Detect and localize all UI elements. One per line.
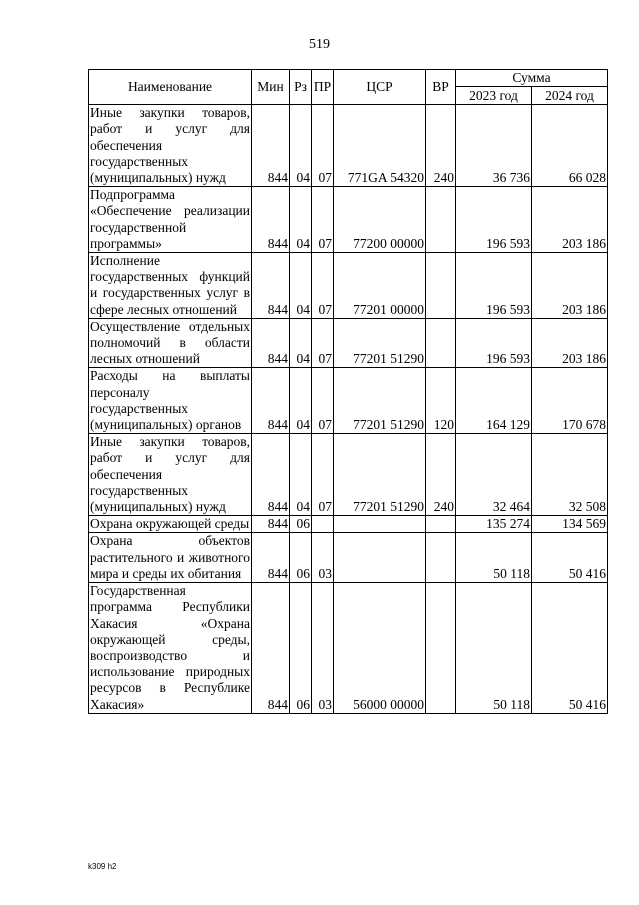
row-name: Иные закупки товаров, работ и услуг для обеспечения государственных (муниципальных) нужд bbox=[90, 105, 250, 186]
header-2023: 2023 год bbox=[456, 87, 532, 105]
row-rz: 04 bbox=[290, 434, 312, 516]
row-csr: 56000 00000 bbox=[334, 583, 426, 714]
table-header bbox=[89, 70, 608, 105]
row-min: 844 bbox=[252, 318, 290, 368]
row-csr bbox=[334, 533, 426, 583]
row-min: 844 bbox=[252, 533, 290, 583]
row-sum-2023: 32 464 bbox=[456, 434, 532, 516]
row-name: Охрана окружающей среды bbox=[89, 516, 252, 533]
row-rz: 04 bbox=[290, 187, 312, 253]
row-sum-2023: 196 593 bbox=[456, 187, 532, 253]
header-vr: ВР bbox=[426, 70, 456, 105]
footer-code: k309 h2 bbox=[88, 862, 117, 871]
row-min: 844 bbox=[252, 434, 290, 516]
row-pr: 03 bbox=[312, 583, 334, 714]
row-csr: 77201 51290 bbox=[334, 368, 426, 434]
header-csr: ЦСР bbox=[334, 70, 426, 105]
row-vr bbox=[426, 318, 456, 368]
table-row bbox=[89, 368, 608, 434]
row-pr: 03 bbox=[312, 533, 334, 583]
header-rz: Рз bbox=[290, 70, 312, 105]
header-min: Мин bbox=[252, 70, 290, 105]
row-rz: 04 bbox=[290, 253, 312, 319]
row-sum-2023: 135 274 bbox=[456, 516, 532, 533]
row-sum-2023: 50 118 bbox=[456, 533, 532, 583]
row-name: Исполнение государственных функций и государственных услуг в сфере лесных отношений bbox=[90, 253, 250, 317]
row-sum-2024: 66 028 bbox=[532, 105, 608, 187]
row-csr: 77201 51290 bbox=[334, 318, 426, 368]
row-sum-2024: 50 416 bbox=[532, 533, 608, 583]
table-body bbox=[89, 105, 608, 714]
page-number: 519 bbox=[309, 37, 330, 52]
table-row bbox=[89, 318, 608, 368]
header-name: Наименование bbox=[89, 70, 252, 105]
row-name: Подпрограмма «Обеспечение реализации государственной программы» bbox=[90, 187, 250, 251]
row-pr bbox=[312, 516, 334, 533]
budget-table bbox=[88, 69, 608, 714]
row-vr: 240 bbox=[426, 105, 456, 187]
row-min: 844 bbox=[252, 253, 290, 319]
row-vr: 120 bbox=[426, 368, 456, 434]
table-row bbox=[89, 253, 608, 319]
row-min: 844 bbox=[252, 583, 290, 714]
row-rz: 04 bbox=[290, 368, 312, 434]
row-vr bbox=[426, 583, 456, 714]
row-rz: 04 bbox=[290, 318, 312, 368]
header-2024: 2024 год bbox=[532, 87, 608, 105]
row-min: 844 bbox=[252, 368, 290, 434]
row-name: Расходы на выплаты персоналу государственных (муниципальных) органов bbox=[90, 368, 250, 433]
table-row bbox=[89, 187, 608, 253]
row-sum-2024: 203 186 bbox=[532, 253, 608, 319]
row-name: Осуществление отдельных полномочий в области лесных отношений bbox=[90, 318, 250, 367]
row-sum-2023: 196 593 bbox=[456, 318, 532, 368]
table-row bbox=[89, 516, 608, 533]
row-vr bbox=[426, 253, 456, 319]
row-rz: 06 bbox=[290, 583, 312, 714]
row-sum-2024: 50 416 bbox=[532, 583, 608, 714]
row-min: 844 bbox=[252, 516, 290, 533]
row-csr: 77200 00000 bbox=[334, 187, 426, 253]
header-sum: Сумма bbox=[456, 70, 608, 87]
row-name: Иные закупки товаров, работ и услуг для обеспечения государственных (муниципальных) нужд bbox=[90, 434, 250, 515]
row-pr: 07 bbox=[312, 368, 334, 434]
row-csr: 771GA 54320 bbox=[334, 105, 426, 187]
row-sum-2023: 36 736 bbox=[456, 105, 532, 187]
row-vr: 240 bbox=[426, 434, 456, 516]
row-rz: 06 bbox=[290, 516, 312, 533]
table-row bbox=[89, 533, 608, 583]
row-sum-2023: 196 593 bbox=[456, 253, 532, 319]
row-min: 844 bbox=[252, 105, 290, 187]
table-row bbox=[89, 434, 608, 516]
row-sum-2024: 32 508 bbox=[532, 434, 608, 516]
row-name: Охрана объектов растительного и животного мира и среды их обитания bbox=[90, 533, 250, 581]
row-pr: 07 bbox=[312, 318, 334, 368]
row-sum-2024: 134 569 bbox=[532, 516, 608, 533]
row-csr bbox=[334, 516, 426, 533]
header-pr: ПР bbox=[312, 70, 334, 105]
row-vr bbox=[426, 533, 456, 583]
row-rz: 04 bbox=[290, 105, 312, 187]
row-vr bbox=[426, 187, 456, 253]
row-pr: 07 bbox=[312, 253, 334, 319]
row-pr: 07 bbox=[312, 105, 334, 187]
row-sum-2023: 164 129 bbox=[456, 368, 532, 434]
row-vr bbox=[426, 516, 456, 533]
row-sum-2024: 170 678 bbox=[532, 368, 608, 434]
row-pr: 07 bbox=[312, 187, 334, 253]
row-rz: 06 bbox=[290, 533, 312, 583]
row-sum-2024: 203 186 bbox=[532, 318, 608, 368]
row-min: 844 bbox=[252, 187, 290, 253]
row-pr: 07 bbox=[312, 434, 334, 516]
row-name: Государственная программа Республики Хакасия «Охрана окружающей среды, воспроизводство и использование природных ресурсов в Республике Хакасия» bbox=[90, 583, 250, 712]
table-row bbox=[89, 583, 608, 714]
table-row bbox=[89, 105, 608, 187]
row-sum-2024: 203 186 bbox=[532, 187, 608, 253]
row-csr: 77201 51290 bbox=[334, 434, 426, 516]
row-sum-2023: 50 118 bbox=[456, 583, 532, 714]
row-csr: 77201 00000 bbox=[334, 253, 426, 319]
